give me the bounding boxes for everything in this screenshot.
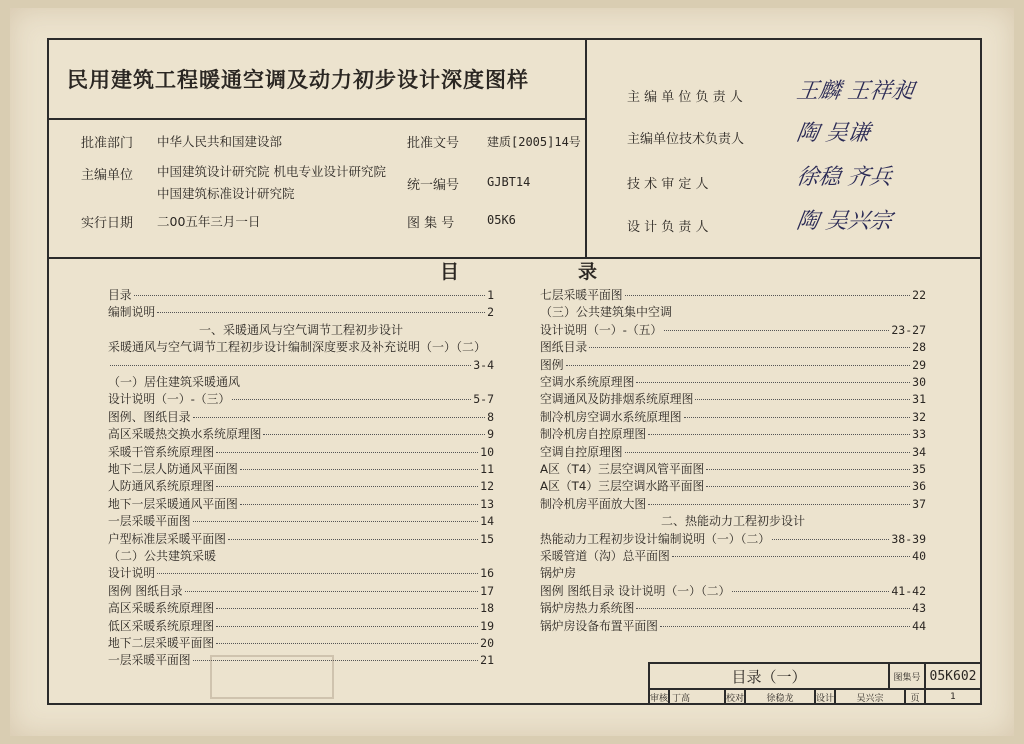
signature-chief-unit: 王麟 王祥昶 bbox=[794, 79, 916, 104]
toc-entry bbox=[108, 304, 494, 320]
toc-entry-title: 制冷机房平面放大图 bbox=[540, 496, 647, 511]
toc-entry bbox=[540, 478, 926, 494]
header-info-panel bbox=[47, 38, 587, 259]
titleblock-review-label: 审核 bbox=[649, 689, 669, 705]
toc-entry bbox=[540, 583, 926, 599]
toc-entry bbox=[540, 322, 926, 338]
toc-entry-page: 36 bbox=[912, 479, 926, 494]
toc-subheading: 锅炉房 bbox=[540, 566, 577, 581]
toc-entry-page: 38-39 bbox=[891, 531, 926, 546]
toc-entry-title: A区（T4）三层空调水路平面图 bbox=[540, 479, 705, 494]
toc-dot-leader bbox=[636, 608, 910, 609]
toc-entry-page: 21 bbox=[480, 653, 494, 668]
toc-entry-page: 13 bbox=[480, 496, 494, 511]
toc-entry-page: 15 bbox=[480, 531, 494, 546]
toc-entry-page: 16 bbox=[480, 566, 494, 581]
toc-dot-leader bbox=[232, 399, 471, 400]
toc-entry bbox=[540, 287, 926, 303]
toc-entry-page: 19 bbox=[480, 618, 494, 633]
titleblock-design-label: 设计 bbox=[815, 689, 835, 705]
toc-entry bbox=[108, 496, 494, 512]
toc-entry-page: 41-42 bbox=[891, 583, 926, 598]
toc-dot-leader bbox=[672, 556, 910, 557]
toc-dot-leader bbox=[732, 591, 889, 592]
page-title: 民用建筑工程暖通空调及动力初步设计深度图样 bbox=[67, 68, 529, 92]
toc-entry-page: 5-7 bbox=[473, 392, 494, 407]
toc-entry-title: 地下二层采暖平面图 bbox=[108, 636, 215, 650]
toc-dot-leader bbox=[625, 452, 911, 453]
toc-entry-title: 七层采暖平面图 bbox=[540, 288, 623, 302]
toc-entry-page: 31 bbox=[912, 392, 926, 407]
toc-entry-page: 10 bbox=[480, 444, 494, 459]
toc-dot-leader bbox=[664, 330, 889, 331]
toc-dot-leader bbox=[695, 399, 910, 400]
responsibility-panel bbox=[587, 38, 982, 259]
toc-subheading: （三）公共建筑集中空调 bbox=[540, 305, 673, 320]
toc-dot-leader bbox=[185, 591, 479, 592]
toc-entry bbox=[540, 600, 926, 616]
approval-doc-label: 批准文号 bbox=[407, 136, 460, 151]
resp-label-chief-unit: 主 编 单 位 负 责 人 bbox=[627, 90, 743, 105]
atlas-no-label: 图 集 号 bbox=[407, 216, 455, 231]
toc-entry-title: 一层采暖平面图 bbox=[108, 514, 191, 529]
toc-subheading: （一）居住建筑采暖通风 bbox=[108, 375, 241, 389]
toc-entry-page: 34 bbox=[912, 444, 926, 459]
toc-dot-leader bbox=[240, 504, 478, 505]
toc-entry bbox=[108, 461, 494, 477]
toc-dot-leader bbox=[566, 365, 911, 366]
toc-entry-page: 9 bbox=[487, 427, 494, 442]
toc-entry-title: 图纸目录 bbox=[540, 340, 588, 355]
titleblock-title: 目录（一） bbox=[649, 663, 889, 689]
toc-entry-title: 空调水系统原理图 bbox=[540, 375, 635, 389]
toc-entry bbox=[540, 357, 926, 373]
toc-dot-leader bbox=[772, 539, 889, 540]
toc-entry-page: 30 bbox=[912, 375, 926, 389]
toc-entry-title: 采暖干管系统原理图 bbox=[108, 444, 215, 459]
toc-entry-title: 设计说明（一）-（五） bbox=[540, 322, 663, 337]
toc-entry-title: 一层采暖平面图 bbox=[108, 653, 191, 668]
titleblock-check-name: 徐稳龙 bbox=[745, 689, 815, 705]
effective-date-label: 实行日期 bbox=[81, 216, 134, 231]
toc-entry-title: 图例 图纸目录 设计说明（一）（二） bbox=[540, 583, 731, 598]
toc-entry-title: 图例 bbox=[540, 357, 564, 372]
toc-entry-title: 目录 bbox=[108, 288, 132, 302]
titleblock-review-name: 丁高 bbox=[669, 689, 725, 705]
toc-section-heading: 二、热能动力工程初步设计 bbox=[660, 514, 805, 529]
toc-entry-page: 18 bbox=[480, 601, 494, 616]
toc-title-right: 录 bbox=[578, 261, 598, 283]
toc-entry bbox=[540, 444, 926, 460]
toc-entry-title: 户型标准层采暖平面图 bbox=[108, 531, 226, 546]
toc-entry-title: 高区采暖热交换水系统原理图 bbox=[108, 427, 262, 442]
toc-dot-leader bbox=[216, 643, 478, 644]
toc-entry-page: 8 bbox=[487, 409, 494, 424]
signature-design-lead: 陶 吴兴宗 bbox=[794, 209, 894, 234]
titleblock-page-value: 1 bbox=[925, 689, 981, 705]
toc-entry bbox=[108, 531, 494, 547]
titleblock-check-label: 校对 bbox=[725, 689, 745, 705]
toc-dot-leader bbox=[648, 434, 910, 435]
editor-unit-label: 主编单位 bbox=[81, 168, 134, 183]
toc-entry-page: 32 bbox=[912, 409, 926, 424]
toc-dot-leader bbox=[625, 295, 911, 296]
toc-entry-page: 28 bbox=[912, 340, 926, 355]
toc-entry-title: 设计说明（一）-（三） bbox=[108, 392, 231, 407]
signature-tech-review: 徐稳 齐兵 bbox=[794, 165, 894, 190]
toc-entry-page: 37 bbox=[912, 496, 926, 511]
toc-entry-page: 12 bbox=[480, 479, 494, 494]
toc-dot-leader bbox=[228, 539, 478, 540]
toc-entry-title: 制冷机房空调水系统原理图 bbox=[540, 409, 682, 424]
toc-entry bbox=[108, 565, 494, 581]
toc-entry-page: 35 bbox=[912, 462, 926, 476]
titleblock-design-name: 吴兴宗 bbox=[835, 689, 905, 705]
toc-entry-title: 设计说明 bbox=[108, 566, 156, 581]
toc-entry-title: 采暖管道（沟）总平面图 bbox=[540, 549, 670, 563]
toc-entry-title: 低区采暖系统原理图 bbox=[108, 618, 215, 633]
toc-entry-title: 空调自控原理图 bbox=[540, 444, 623, 459]
toc-dot-leader bbox=[157, 312, 485, 313]
toc-title-left: 目 bbox=[440, 261, 460, 283]
toc-dot-leader bbox=[660, 626, 910, 627]
toc-entry-title: 锅炉房热力系统图 bbox=[540, 601, 635, 616]
toc-entry-page: 3-4 bbox=[473, 357, 494, 372]
toc-entry bbox=[540, 496, 926, 512]
toc-entry bbox=[108, 635, 494, 651]
toc-dot-leader bbox=[134, 295, 485, 296]
titleblock-atlas-label: 图集号 bbox=[889, 663, 925, 689]
toc-subheading: （二）公共建筑采暖 bbox=[108, 549, 217, 563]
toc-entry bbox=[108, 409, 494, 425]
faded-stamp bbox=[210, 655, 334, 699]
toc-entry-title: 制冷机房自控原理图 bbox=[540, 427, 647, 442]
toc-dot-leader bbox=[706, 469, 910, 470]
toc-entry-page: 33 bbox=[912, 427, 926, 442]
toc-entry bbox=[108, 583, 494, 599]
toc-dot-leader bbox=[589, 347, 910, 348]
toc-entry-title: 人防通风系统原理图 bbox=[108, 479, 215, 494]
editor-unit-line1: 中国建筑设计研究院 机电专业设计研究院 bbox=[157, 164, 386, 179]
toc-entry bbox=[108, 444, 494, 460]
resp-label-design-lead: 设 计 负 责 人 bbox=[627, 220, 709, 235]
atlas-no-value: 05K6 bbox=[487, 213, 516, 227]
toc-entry-page: 22 bbox=[912, 288, 926, 302]
toc-dot-leader bbox=[216, 452, 478, 453]
approval-dept-value: 中华人民共和国建设部 bbox=[157, 134, 283, 149]
toc-entry-title: 空调通风及防排烟系统原理图 bbox=[540, 392, 694, 407]
toc-dot-leader bbox=[684, 417, 911, 418]
toc-entry bbox=[540, 391, 926, 407]
titleblock-atlas-value: 05K602 bbox=[925, 663, 981, 689]
toc-dot-leader bbox=[216, 608, 478, 609]
toc-entry-title: 图例、图纸目录 bbox=[108, 409, 191, 424]
toc-entry-title: A区（T4）三层空调风管平面图 bbox=[540, 462, 705, 476]
toc-dot-leader bbox=[157, 573, 478, 574]
resp-label-tech-chief: 主编单位技术负责人 bbox=[627, 132, 745, 147]
unified-no-value: GJBT14 bbox=[487, 175, 531, 189]
toc-entry-title: 地下一层采暖通风平面图 bbox=[108, 496, 238, 511]
toc-entry-page: 40 bbox=[912, 549, 926, 563]
toc-entry bbox=[108, 287, 494, 303]
toc-entry-page: 44 bbox=[912, 618, 926, 633]
toc-dot-leader bbox=[193, 521, 479, 522]
toc-entry-page: 11 bbox=[480, 462, 494, 476]
toc-entry bbox=[540, 339, 926, 355]
toc-dot-leader bbox=[636, 382, 910, 383]
toc-entry-title: 编制说明 bbox=[108, 305, 156, 320]
toc-entry-page: 1 bbox=[487, 288, 494, 302]
titleblock-page-label: 页 bbox=[905, 689, 925, 705]
toc-entry bbox=[108, 426, 494, 442]
toc-entry bbox=[540, 618, 926, 634]
toc-entry bbox=[108, 618, 494, 634]
toc-entry bbox=[108, 513, 494, 529]
approval-doc-value: 建质[2005]14号 bbox=[487, 135, 581, 149]
toc-entry-page: 29 bbox=[912, 357, 926, 372]
toc-entry-title: 地下二层人防通风平面图 bbox=[108, 462, 238, 476]
toc-entry bbox=[540, 548, 926, 564]
toc-entry bbox=[108, 391, 494, 407]
toc-entry-page: 43 bbox=[912, 601, 926, 616]
editor-unit-line2: 中国建筑标准设计研究院 bbox=[157, 186, 295, 201]
toc-entry bbox=[108, 478, 494, 494]
toc-dot-leader bbox=[706, 486, 910, 487]
toc-dot-leader bbox=[216, 626, 478, 627]
toc-dot-leader bbox=[216, 486, 478, 487]
toc-entry bbox=[108, 357, 494, 373]
toc-entry-page: 20 bbox=[480, 636, 494, 650]
toc-entry-title: 图例 图纸目录 bbox=[108, 583, 183, 598]
toc-entry-page: 2 bbox=[487, 305, 494, 320]
toc-entry bbox=[540, 374, 926, 390]
toc-dot-leader bbox=[263, 434, 485, 435]
toc-section-heading: 一、采暖通风与空气调节工程初步设计 bbox=[198, 322, 403, 337]
unified-no-label: 统一编号 bbox=[407, 178, 460, 193]
toc-entry-title: 锅炉房设备布置平面图 bbox=[540, 618, 658, 633]
approval-dept-label: 批准部门 bbox=[81, 136, 134, 151]
toc-dot-leader bbox=[648, 504, 910, 505]
title-divider bbox=[47, 118, 585, 120]
toc-entry bbox=[540, 531, 926, 547]
toc-subheading: 采暖通风与空气调节工程初步设计编制深度要求及补充说明（一）（二） bbox=[108, 340, 487, 355]
toc-entry bbox=[540, 426, 926, 442]
title-block bbox=[648, 662, 982, 705]
resp-label-tech-review: 技 术 审 定 人 bbox=[627, 177, 709, 192]
toc-entry bbox=[540, 461, 926, 477]
toc-entry bbox=[540, 409, 926, 425]
toc-entry bbox=[108, 600, 494, 616]
effective-date-value: 二00五年三月一日 bbox=[157, 214, 261, 229]
toc-entry-title: 热能动力工程初步设计编制说明（一）（二） bbox=[540, 531, 771, 546]
toc-entry-page: 14 bbox=[480, 514, 494, 529]
signature-tech-chief: 陶 吴谦 bbox=[794, 121, 872, 146]
toc-dot-leader bbox=[193, 417, 485, 418]
toc-entry-page: 23-27 bbox=[891, 322, 926, 337]
toc-entry-title: 高区采暖系统原理图 bbox=[108, 601, 215, 616]
toc-entry-page: 17 bbox=[480, 583, 494, 598]
toc-dot-leader bbox=[110, 365, 471, 366]
toc-dot-leader bbox=[240, 469, 478, 470]
